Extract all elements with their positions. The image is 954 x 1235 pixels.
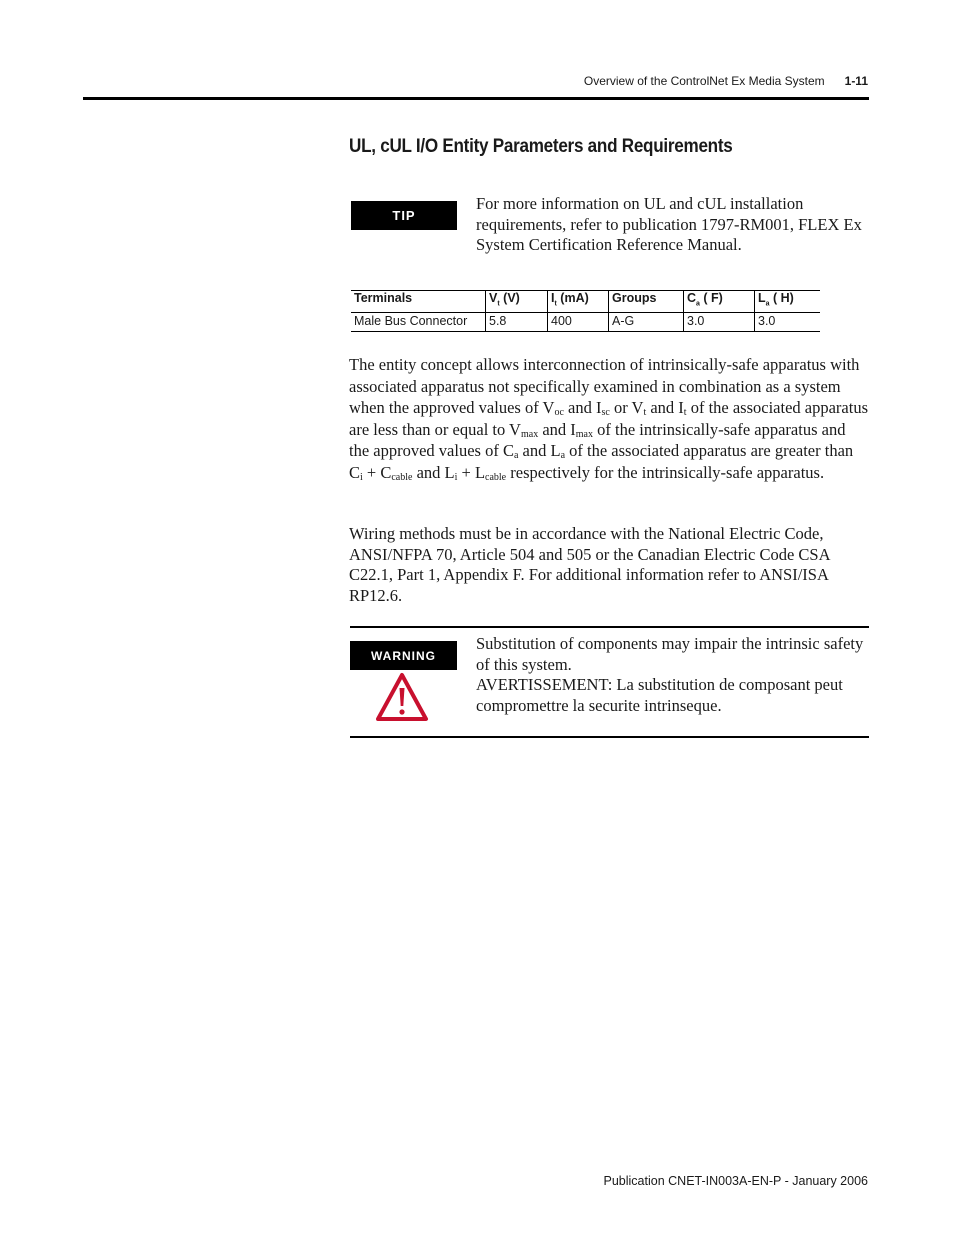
warning-text-french: AVERTISSEMENT: La substitution de composant peut compromettre la securite intrinseque.: [476, 675, 843, 715]
page-number: 1-11: [844, 74, 868, 88]
table-cell: 3.0: [755, 312, 821, 331]
table-row: [351, 312, 820, 331]
entity-concept-paragraph: The entity concept allows interconnection of intrinsically-safe apparatus with associated apparatus not specifically examined in combination as a system when the approved values of $V_{oc}$ and $I_{sc}$ or $V_t$ and $I_t$ of the associated apparatus are less than or equal to $V_{max}$ and $I_{max}$ of the intrinsically-safe apparatus and the approved values of $C_a$ and $L_a$ of the associated apparatus are greater than $C_i + C_{cable}$ and $L_i + L_{cable}$ respectively for the intrinsically-safe apparatus.: [349, 355, 869, 483]
warning-triangle-icon: [375, 672, 429, 727]
table-cell: 400: [548, 312, 609, 331]
table-header-it: $I_t$ (mA): [548, 291, 609, 313]
warning-rule-top: [350, 626, 869, 628]
table-header-row: [351, 291, 820, 313]
tip-badge: TIP: [351, 201, 457, 230]
table-cell: A-G: [609, 312, 684, 331]
header-title: Overview of the ControlNet Ex Media System: [583, 74, 825, 88]
table-header-ca: $C_a$ ( F): [684, 291, 755, 313]
publication-footer: Publication CNET-IN003A-EN-P - January 2006: [603, 1174, 868, 1188]
warning-badge: WARNING: [350, 641, 457, 670]
tip-text: For more information on UL and cUL installation requirements, refer to publication 1797-RM001, FLEX Ex System Certification Reference Manual.: [476, 194, 862, 254]
wiring-methods-paragraph: Wiring methods must be in accordance with the National Electric Code, ANSI/NFPA 70, Article 504 and 505 or the Canadian Electric Code CSA C22.1, Part 1, Appendix F. For additional information refer to ANSI/ISA RP12.6.: [349, 524, 830, 605]
warning-text-english: Substitution of components may impair the intrinsic safety of this system.: [476, 634, 864, 674]
section-title: UL, cUL I/O Entity Parameters and Requirements: [349, 136, 733, 157]
header-rule: [83, 97, 869, 100]
table-cell: Male Bus Connector: [351, 312, 486, 331]
table-header-la: $L_a$ ( H): [755, 291, 821, 313]
running-header: [540, 74, 868, 88]
table-cell: 3.0: [684, 312, 755, 331]
entity-parameters-table: [351, 290, 820, 332]
table-header-vt: $V_t$ (V): [486, 291, 548, 313]
table-header-terminals: Terminals: [351, 291, 486, 313]
warning-rule-bottom: [350, 736, 869, 738]
table-header-groups: Groups: [609, 291, 684, 313]
table-cell: 5.8: [486, 312, 548, 331]
warning-text: [476, 634, 871, 716]
